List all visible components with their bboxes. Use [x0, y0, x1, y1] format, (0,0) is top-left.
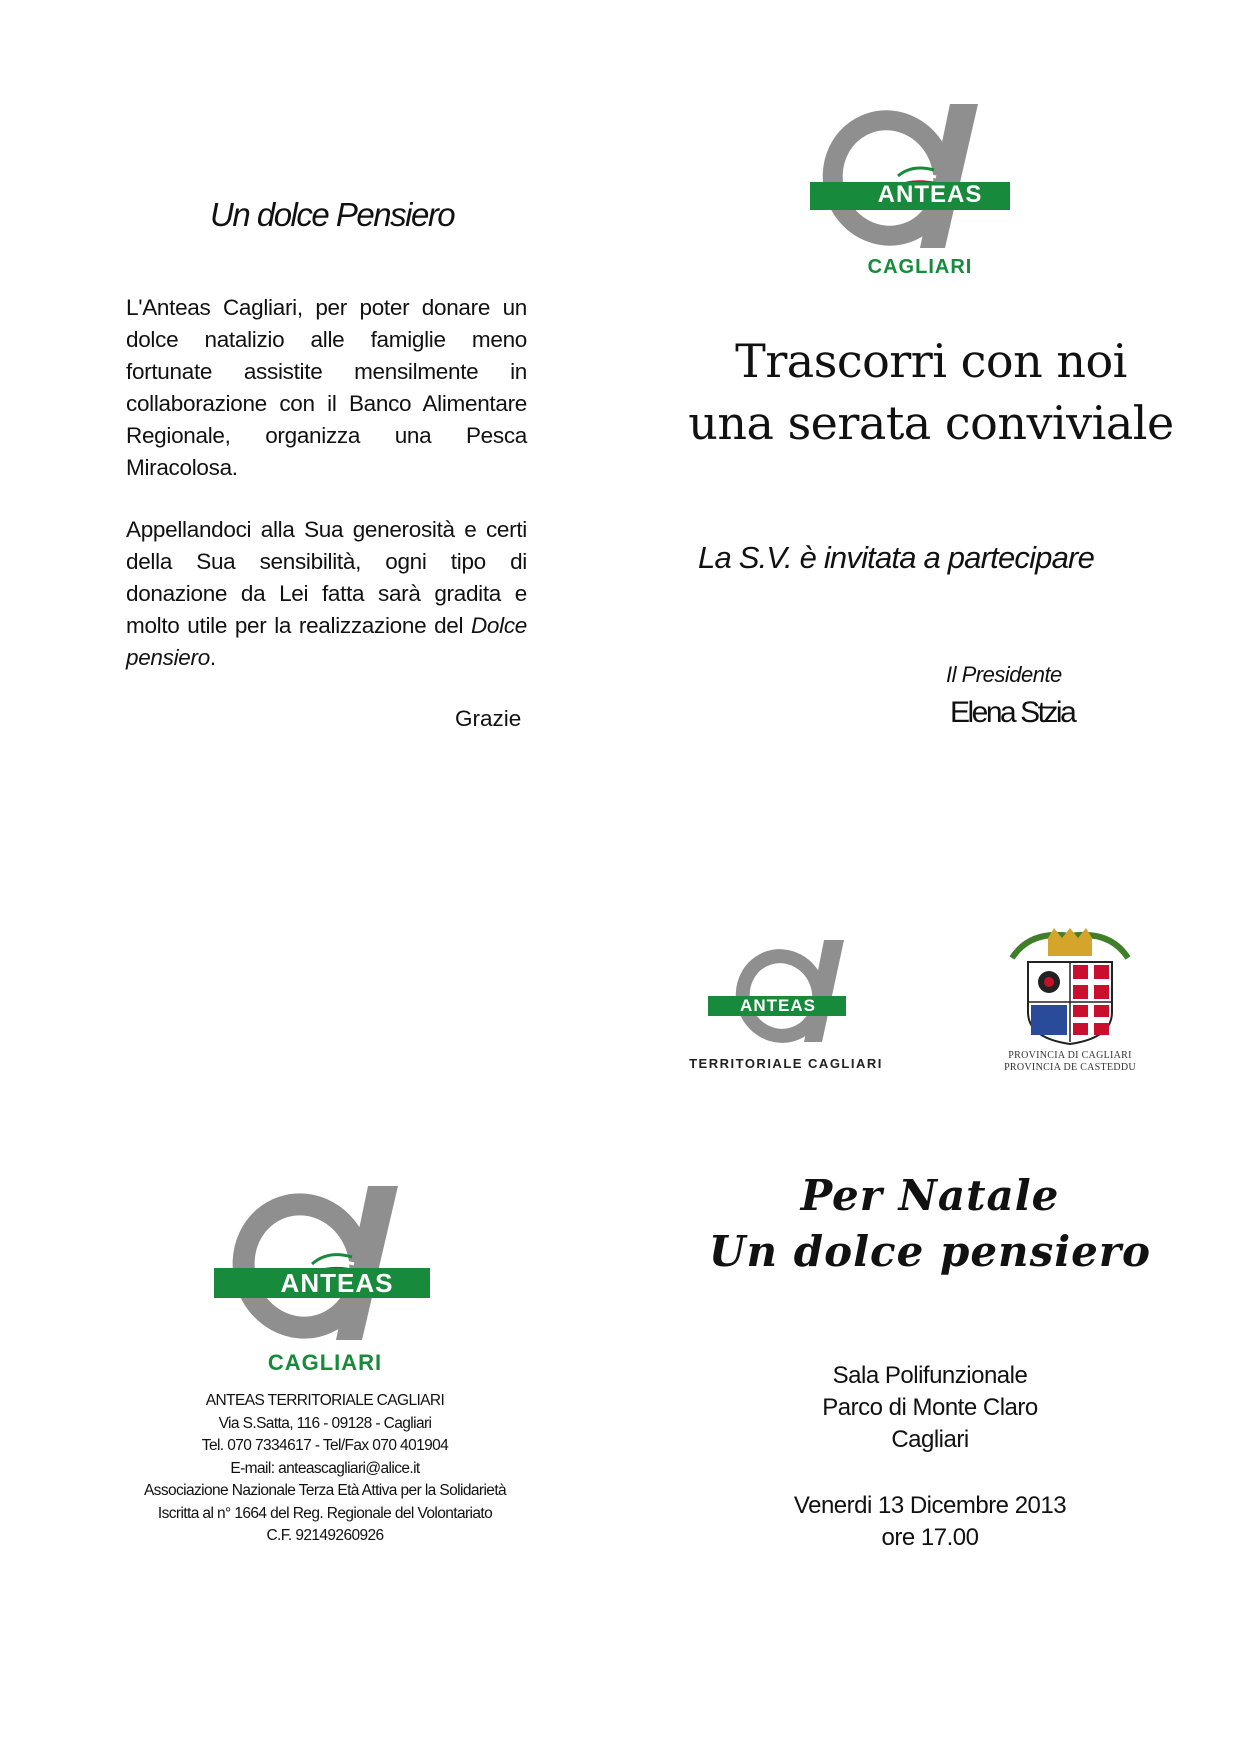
headline-line-2: una serata conviviale: [688, 396, 1174, 450]
paragraph-2-end: .: [209, 645, 216, 670]
provincia-cagliari-crest: [990, 928, 1150, 1078]
anteas-logo-top: [800, 98, 1020, 282]
contact-email: E-mail: anteascagliari@alice.it: [230, 1459, 420, 1477]
closing-thanks: Grazie: [455, 706, 522, 731]
event-time: ore 17.00: [881, 1524, 979, 1551]
venue-line-1: Sala Polifunzionale: [832, 1362, 1028, 1389]
anteas-territoriale-caption: TERRITORIALE CAGLIARI: [689, 1056, 883, 1071]
left-panel-paragraph-2: [126, 514, 527, 674]
anteas-logo-bottom: [210, 1180, 440, 1380]
invitation-text: La S.V. è invitata a partecipare: [698, 540, 1095, 575]
contact-phone: Tel. 070 7334617 - Tel/Fax 070 401904: [201, 1437, 449, 1454]
president-name: Elena Stzia: [950, 696, 1075, 729]
contact-fiscal-code: C.F. 92149260926: [266, 1527, 384, 1544]
coat-of-arms-icon: [990, 928, 1150, 1048]
anteas-logo-bottom-city: CAGLIARI: [267, 1350, 383, 1375]
anteas-logo-top-brand: ANTEAS: [877, 181, 983, 208]
venue-line-2: Parco di Monte Claro: [822, 1394, 1038, 1421]
event-title-line-1: Per Natale: [800, 1171, 1060, 1220]
anteas-territoriale-logo: [676, 938, 896, 1078]
contact-registration: Iscritta al n° 1664 del Reg. Regionale del Volontariato: [157, 1504, 493, 1522]
headline-line-1: Trascorri con noi: [735, 334, 1127, 388]
left-panel-paragraph-1: L'Anteas Cagliari, per poter donare un dolce natalizio alle famiglie meno fortunate assistite mensilmente in collaborazione con il Banco Alimentare Regionale, organizza una Pesca Miracolosa.: [126, 295, 527, 480]
venue-line-3: Cagliari: [891, 1426, 969, 1453]
left-panel-title: Un dolce Pensiero: [210, 196, 455, 233]
paragraph-2-text: Appellandoci alla Sua generosità e certi della Sua sensibilità, ogni tipo di donazione da Lei fatta sarà gradita e molto utile per la realizzazione del: [126, 517, 527, 638]
contact-association: Associazione Nazionale Terza Età Attiva per la Solidarietà: [143, 1482, 507, 1499]
dolce-pensiero-emphasis: Dolce pensiero: [126, 613, 527, 670]
contact-address: Via S.Satta, 116 - 09128 - Cagliari: [218, 1414, 432, 1432]
event-title: [680, 1168, 1180, 1280]
event-datetime: [760, 1490, 1100, 1554]
event-title-line-2: Un dolce pensiero: [708, 1227, 1152, 1276]
left-panel-body: [126, 292, 527, 704]
anteas-logo-top-city: CAGLIARI: [867, 256, 973, 278]
anteas-logo-bottom-brand: ANTEAS: [280, 1268, 394, 1298]
anteas-small-brand: ANTEAS: [740, 996, 816, 1015]
contact-org: ANTEAS TERRITORIALE CAGLIARI: [205, 1392, 445, 1409]
province-caption-1: PROVINCIA DI CAGLIARI: [1008, 1050, 1132, 1061]
president-label: Il Presidente: [946, 662, 1062, 687]
event-venue: [760, 1360, 1100, 1456]
province-caption-2: PROVINCIA DE CASTEDDU: [1004, 1062, 1136, 1073]
invitation-headline: [676, 330, 1186, 454]
contact-block: [110, 1390, 540, 1548]
event-date: Venerdi 13 Dicembre 2013: [793, 1492, 1067, 1519]
